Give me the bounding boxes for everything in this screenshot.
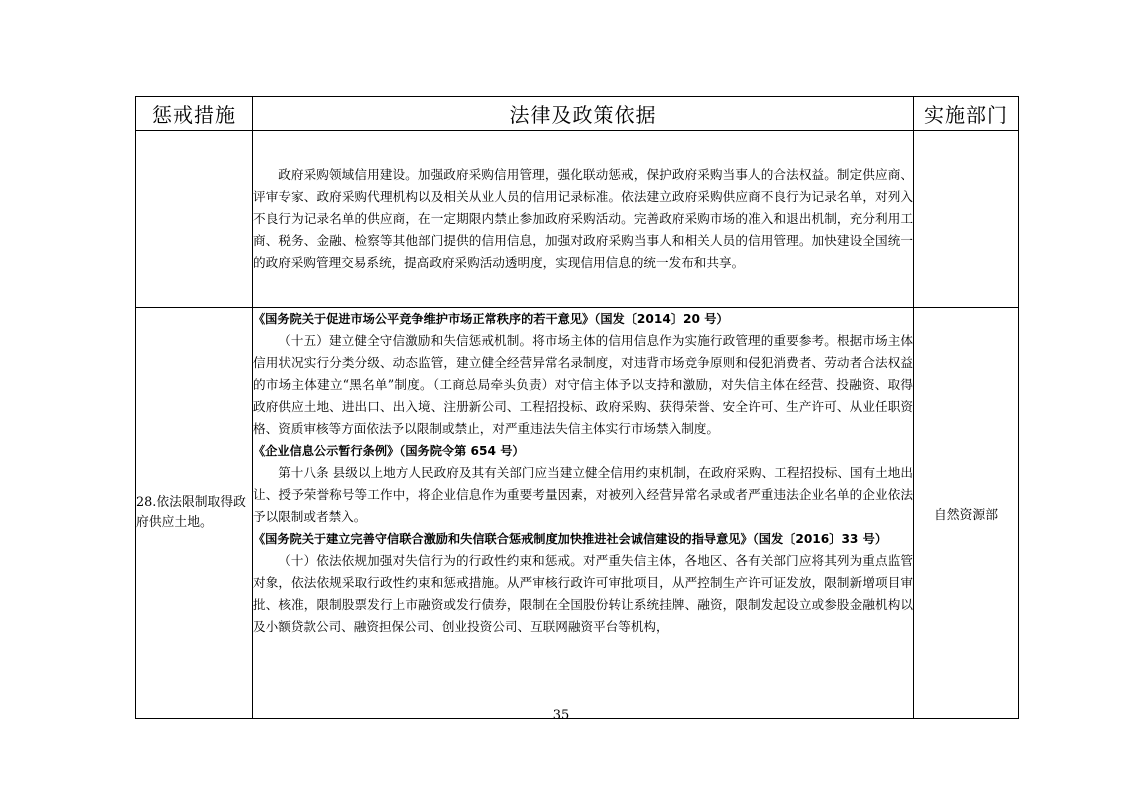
- measure-cell: 28.依法限制取得政府供应土地。: [136, 308, 253, 719]
- table-header-row: [136, 97, 1019, 131]
- doc-paragraph: （十五）建立健全守信激励和失信惩戒机制。将市场主体的信用信息作为实施行政管理的重要参考。根据市场主体信用状况实行分类分级、动态监管，建立健全经营异常名录制度，对违背市场竞争原则和侵犯消费者、劳动者合法权益的市场主体建立“黑名单”制度。（工商总局牵头负责）对守信主体予以支持和激励，对失信主体在经营、投融资、取得政府供应土地、进出口、出入境、注册新公司、工程招投标、政府采购、获得荣誉、安全许可、生产许可、从业任职资格、资质审核等方面依法予以限制或禁止，对严重违法失信主体实行市场禁入制度。: [253, 333, 913, 436]
- basis-cell: [253, 308, 914, 719]
- header-measure: 惩戒措施: [136, 97, 253, 131]
- page-number: 35: [552, 708, 570, 723]
- doc-title: 《国务院关于促进市场公平竞争维护市场正常秩序的若干意见》（国发〔2014〕20 号）: [253, 312, 729, 326]
- measures-table: [135, 96, 1019, 719]
- doc-title: 《国务院关于建立完善守信联合激励和失信联合惩戒制度加快推进社会诚信建设的指导意见》（国发〔2016〕33 号）: [253, 532, 888, 546]
- doc-paragraph: 第十八条 县级以上地方人民政府及其有关部门应当建立健全信用约束机制，在政府采购、工程招投标、国有土地出让、授予荣誉称号等工作中，将企业信息作为重要考量因素，对被列入经营异常名录或者严重违法企业名单的企业依法予以限制或者禁入。: [253, 465, 913, 524]
- doc-paragraph: （十）依法依规加强对失信行为的行政性约束和惩戒。对严重失信主体，各地区、各有关部门应将其列为重点监管对象，依法依规采取行政性约束和惩戒措施。从严审核行政许可审批项目，从严控制生产许可证发放，限制新增项目审批、核准，限制股票发行上市融资或发行债券，限制在全国股份转让系统挂牌、融资，限制发起设立或参股金融机构以及小额贷款公司、融资担保公司、创业投资公司、互联网融资平台等机构，: [253, 553, 913, 634]
- table-row: [136, 131, 1019, 308]
- header-dept: 实施部门: [914, 97, 1019, 131]
- dept-cell: 自然资源部: [914, 308, 1019, 719]
- header-basis: 法律及政策依据: [253, 97, 914, 131]
- basis-cell: [253, 131, 914, 308]
- basis-paragraph: 政府采购领域信用建设。加强政府采购信用管理，强化联动惩戒，保护政府采购当事人的合法权益。制定供应商、评审专家、政府采购代理机构以及相关从业人员的信用记录标准。依法建立政府采购供应商不良行为记录名单，对列入不良行为记录名单的供应商，在一定期限内禁止参加政府采购活动。完善政府采购市场的准入和退出机制，充分利用工商、税务、金融、检察等其他部门提供的信用信息，加强对政府采购当事人和相关人员的信用管理。加快建设全国统一的政府采购管理交易系统，提高政府采购活动透明度，实现信用信息的统一发布和共享。: [253, 167, 913, 270]
- measure-cell-empty: [136, 131, 253, 308]
- table-row: [136, 308, 1019, 719]
- dept-cell-empty: [914, 131, 1019, 308]
- doc-title: 《企业信息公示暂行条例》（国务院令第 654 号）: [253, 444, 525, 458]
